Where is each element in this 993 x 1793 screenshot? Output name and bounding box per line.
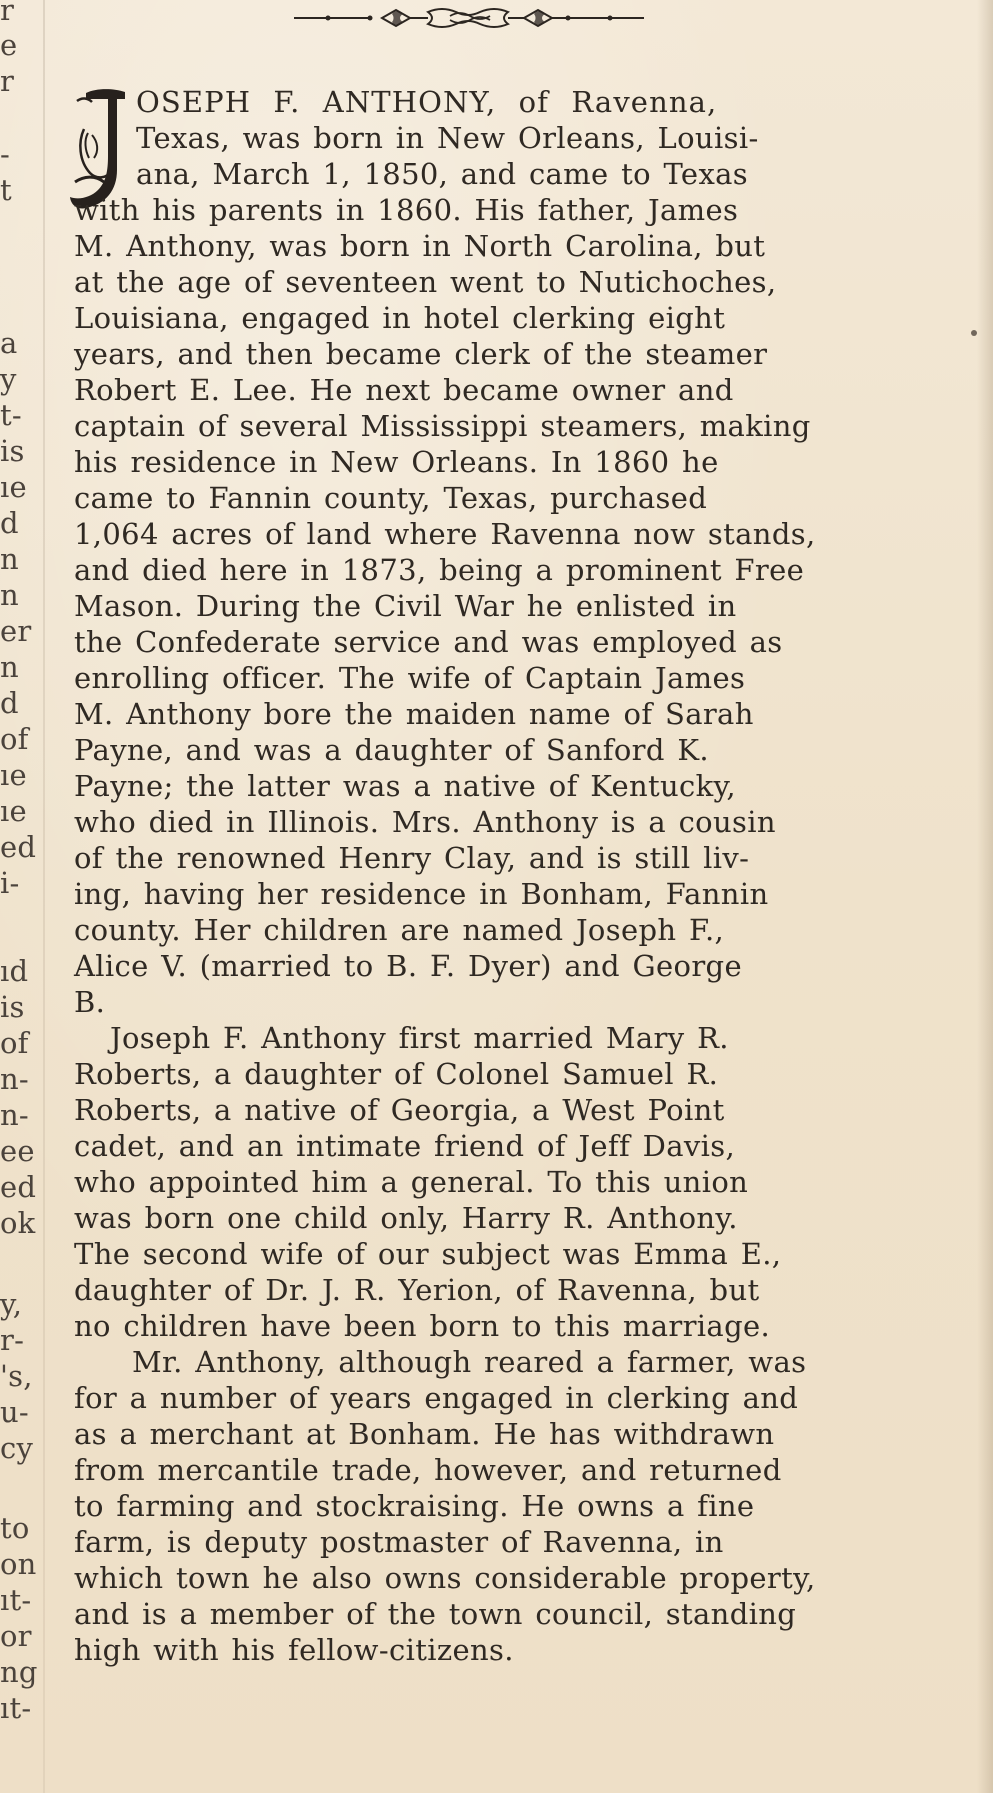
margin-fragment: ee (0, 1134, 35, 1168)
article-line: to farming and stockraising. He owns a fine (74, 1489, 755, 1523)
article-line: enrolling officer. The wife of Captain James (74, 661, 746, 695)
article-line: Mr. Anthony, although reared a farmer, was (132, 1345, 807, 1379)
margin-fragment: or (0, 1619, 32, 1653)
article-line: OSEPH F. ANTHONY, of Ravenna, (136, 85, 718, 119)
article-line: at the age of seventeen went to Nutichoches, (74, 265, 777, 299)
article-line: Payne; the latter was a native of Kentucky, (74, 769, 736, 803)
margin-fragment: d (0, 506, 19, 540)
article-line: ing, having her residence in Bonham, Fannin (74, 877, 769, 911)
article-line: was born one child only, Harry R. Anthony. (74, 1201, 738, 1235)
margin-fragment: - (0, 137, 10, 171)
margin-fragment: ed (0, 830, 37, 864)
article-line: M. Anthony, was born in North Carolina, but (74, 229, 766, 263)
margin-fragment: ng (0, 1655, 38, 1689)
margin-fragment: i- (0, 866, 20, 900)
margin-fragment: y (0, 362, 17, 396)
margin-fragment: r (0, 0, 15, 27)
margin-fragment: er (0, 614, 32, 648)
margin-fragment: ıd (0, 954, 29, 988)
article-line: Texas, was born in New Orleans, Louisi- (136, 121, 759, 155)
column-divider (43, 0, 45, 1793)
margin-fragment: n (0, 542, 19, 576)
article-line: Joseph F. Anthony first married Mary R. (110, 1021, 729, 1055)
article-line: Roberts, a daughter of Colonel Samuel R. (74, 1057, 719, 1091)
article-line: his residence in New Orleans. In 1860 he (74, 445, 719, 479)
article-line: as a merchant at Bonham. He has withdrawn (74, 1417, 775, 1451)
article-line: for a number of years engaged in clerking and (74, 1381, 799, 1415)
margin-fragment: t (0, 173, 12, 207)
article-line: the Confederate service and was employed as (74, 625, 783, 659)
margin-fragment: of (0, 722, 29, 756)
margin-fragment: a (0, 326, 18, 360)
margin-fragment: is (0, 434, 25, 468)
article-line: of the renowned Henry Clay, and is still liv- (74, 841, 750, 875)
margin-fragment: ıe (0, 794, 27, 828)
margin-fragment: u- (0, 1395, 29, 1429)
margin-fragment: ok (0, 1206, 36, 1240)
article-line: county. Her children are named Joseph F., (74, 913, 725, 947)
article-line: came to Fannin county, Texas, purchased (74, 481, 708, 515)
article-line: cadet, and an intimate friend of Jeff Davis, (74, 1129, 736, 1163)
article-line: which town he also owns considerable property, (74, 1561, 816, 1595)
article-line: from mercantile trade, however, and returned (74, 1453, 782, 1487)
article-line: farm, is deputy postmaster of Ravenna, in (74, 1525, 724, 1559)
section-ornament (292, 6, 646, 30)
article-line: B. (74, 985, 106, 1019)
article-line: Louisiana, engaged in hotel clerking eight (74, 301, 726, 335)
article-line: M. Anthony bore the maiden name of Sarah (74, 697, 754, 731)
margin-fragment: r- (0, 1323, 25, 1357)
margin-fragment: n- (0, 1062, 29, 1096)
margin-fragment: n (0, 578, 19, 612)
margin-fragment: on (0, 1547, 37, 1581)
margin-fragment: d (0, 686, 19, 720)
article-line: The second wife of our subject was Emma E., (74, 1237, 782, 1271)
article-line: who appointed him a general. To this union (74, 1165, 749, 1199)
article-line: Robert E. Lee. He next became owner and (74, 373, 734, 407)
article-line: years, and then became clerk of the steamer (74, 337, 768, 371)
article-line: Payne, and was a daughter of Sanford K. (74, 733, 709, 767)
article-line: and died here in 1873, being a prominent Free (74, 553, 805, 587)
margin-fragment: cy (0, 1431, 34, 1465)
margin-fragment: ed (0, 1170, 37, 1204)
margin-fragment: e (0, 28, 18, 62)
margin-fragment: to (0, 1511, 30, 1545)
margin-fragment: ıt- (0, 1691, 32, 1725)
margin-fragment: ıe (0, 470, 27, 504)
article-line: captain of several Mississippi steamers, making (74, 409, 811, 443)
page-edge-shadow (977, 0, 993, 1793)
margin-fragment: of (0, 1026, 29, 1060)
margin-fragment: is (0, 990, 25, 1024)
margin-fragment: n (0, 650, 19, 684)
article-line: no children have been born to this marriage. (74, 1309, 771, 1343)
article-line: Roberts, a native of Georgia, a West Point (74, 1093, 725, 1127)
article-line: with his parents in 1860. His father, James (74, 193, 739, 227)
article-line: Alice V. (married to B. F. Dyer) and George (74, 949, 742, 983)
margin-fragment: y, (0, 1287, 23, 1321)
article-line: who died in Illinois. Mrs. Anthony is a cousin (74, 805, 776, 839)
margin-fragment: t- (0, 398, 22, 432)
article-line: 1,064 acres of land where Ravenna now stands, (74, 517, 816, 551)
article-line: daughter of Dr. J. R. Yerion, of Ravenna, but (74, 1273, 760, 1307)
margin-fragment: ıt- (0, 1583, 32, 1617)
ink-speck (971, 330, 977, 336)
margin-fragment: n- (0, 1098, 29, 1132)
margin-fragment: 's, (0, 1359, 33, 1393)
article-line: and is a member of the town council, standing (74, 1597, 797, 1631)
margin-fragment: r (0, 64, 15, 98)
article-line: ana, March 1, 1850, and came to Texas (136, 157, 749, 191)
article-line: high with his fellow-citizens. (74, 1633, 514, 1667)
article-line: Mason. During the Civil War he enlisted in (74, 589, 737, 623)
margin-fragment: ıe (0, 758, 27, 792)
